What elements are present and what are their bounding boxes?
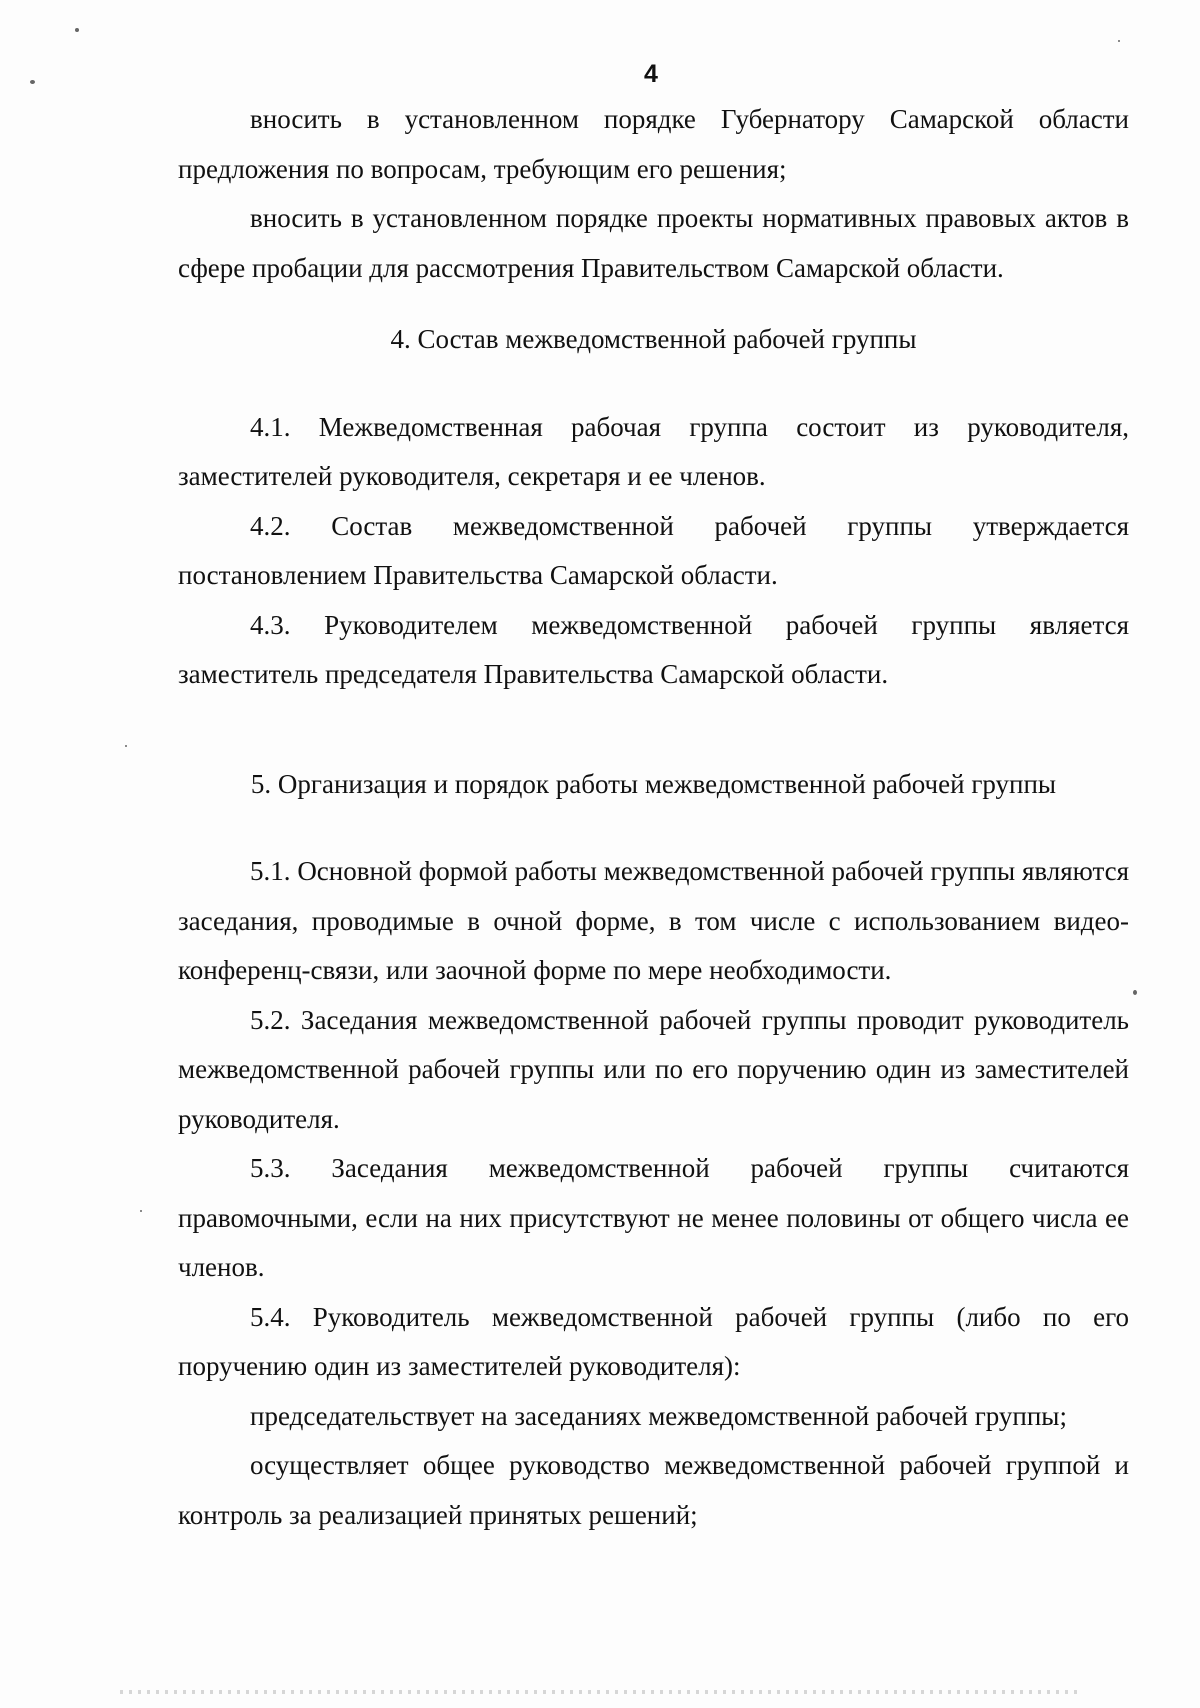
document-body [178,95,1129,1540]
scan-speck [1133,990,1137,995]
scan-speck [30,80,35,84]
scan-speck [125,745,127,747]
paragraph: 5.3. Заседания межведомственной рабочей группы считаются правомочными, если на них присутствуют не менее половины от общего числа ее членов. [178,1153,1129,1282]
paragraph: 5.1. Основной формой работы межведомственной рабочей группы являются заседания, проводимые в очной форме, в том числе с использованием видео-конференц-связи, или заочной форме по мере необходимости. [178,856,1129,985]
paragraph: осуществляет общее руководство межведомственной рабочей группой и контроль за реализацией принятых решений; [178,1450,1129,1530]
scan-speck [1118,40,1120,42]
page-number: 4 [644,60,658,88]
paragraph: 5.4. Руководитель межведомственной рабочей группы (либо по его поручению один из заместителей руководителя): [178,1301,1129,1381]
paragraph: 5.2. Заседания межведомственной рабочей группы проводит руководитель межведомственной рабочей группы или по его поручению один из заместителей руководителя. [178,1004,1129,1134]
paragraph: вносить в установленном порядке Губернатору Самарской области предложения по вопросам, требующим его решения; [178,104,1129,184]
section-heading-5: 5. Организация и порядок работы межведомственной рабочей группы [250,768,1057,799]
paragraph: 4.2. Состав межведомственной рабочей группы утверждается постановлением Правительства Самарской области. [178,510,1129,590]
scan-speck [75,28,79,32]
scan-speck [140,1210,142,1212]
paragraph: 4.1. Межведомственная рабочая группа состоит из руководителя, заместителей руководителя, секретаря и ее членов. [178,411,1129,491]
paragraph: 4.3. Руководителем межведомственной рабочей группы является заместитель председателя Правительства Самарской области. [178,609,1129,689]
section-heading-4: 4. Состав межведомственной рабочей группы [390,324,917,354]
paragraph: вносить в установленном порядке проекты нормативных правовых актов в сфере пробации для рассмотрения Правительством Самарской области. [178,203,1129,283]
scan-noise [120,1690,1080,1694]
paragraph: председательствует на заседаниях межведомственной рабочей группы; [250,1400,1067,1431]
